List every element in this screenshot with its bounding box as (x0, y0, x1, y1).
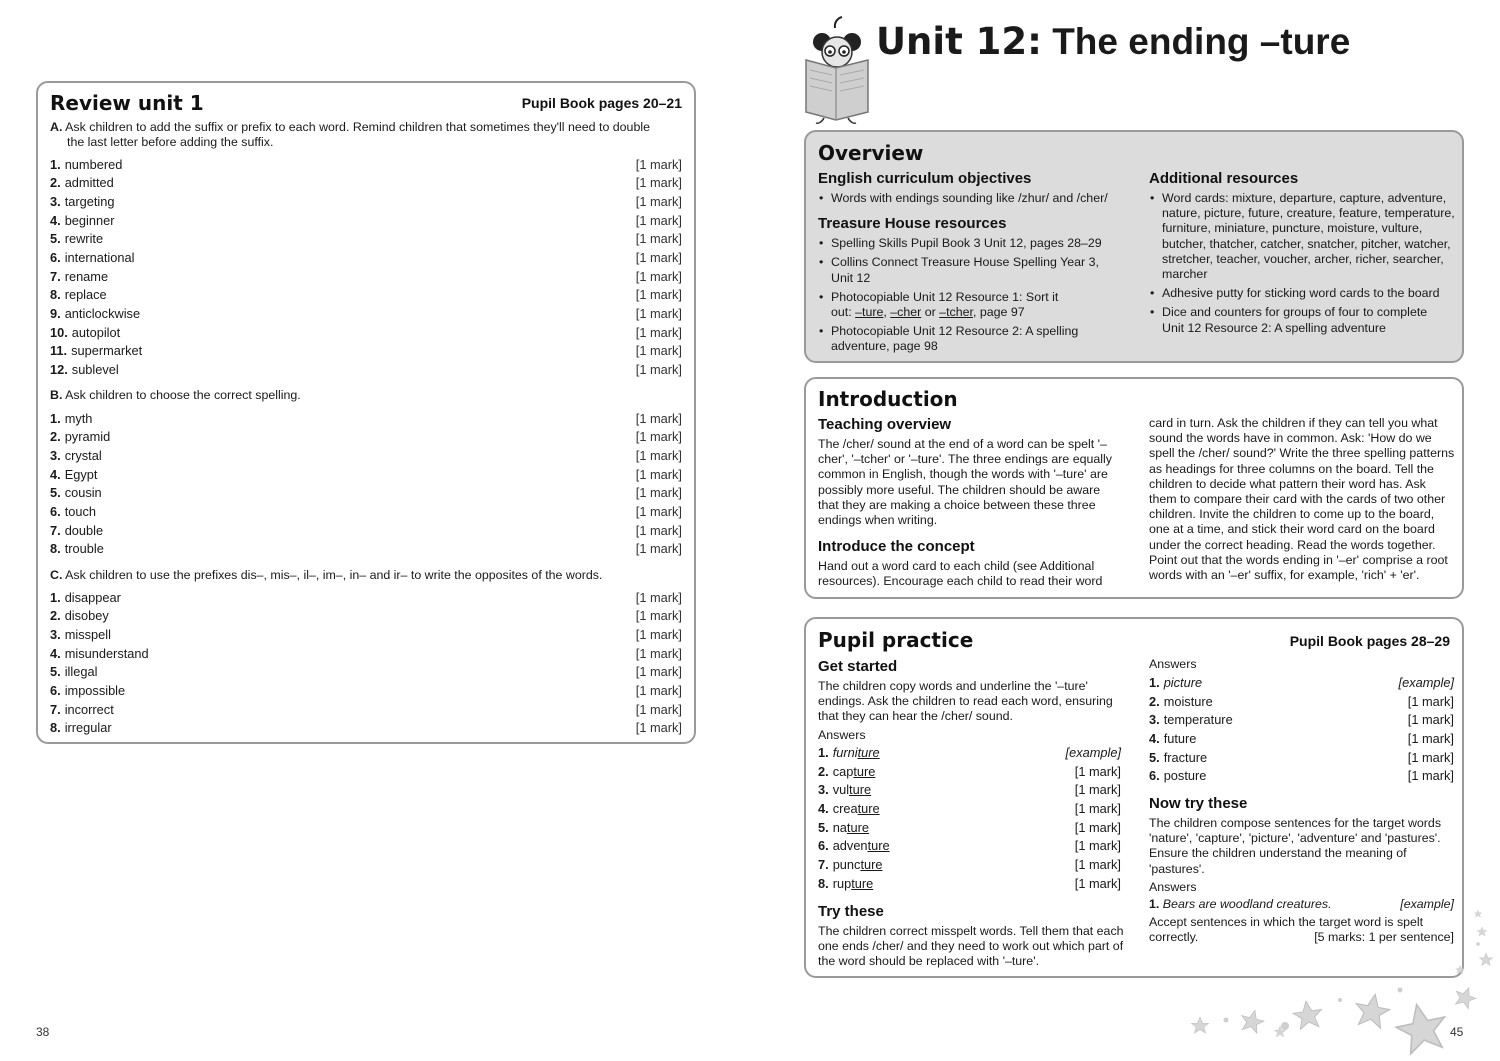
additional-resources-heading: Additional resources (1149, 170, 1299, 187)
answer-row (50, 248, 682, 267)
mark-label: [1 mark] (635, 175, 682, 191)
intro-right-text: card in turn. Ask the children if they can tell you what sound the words have in common. Ask: 'How do we spell the /cher/ sound?' Write the three spelling patterns as headings for three columns on the board. Tell the children to decide what pattern their word has. Ask them to compare their card with the cards of two other children. Invite the children to come up to the board, one at a time, and stick their word card on the board under the correct heading. Read the words together. Point out that the words ending in '–er' comprise a root words with an '–er' suffix, for example, 'rich' + 'er'. (1149, 416, 1455, 583)
mark-label: [1 mark] (1074, 800, 1121, 816)
answer-word: 4. Egypt (50, 466, 98, 482)
answer-row (50, 342, 682, 361)
answers-label-right: Answers (1149, 657, 1197, 671)
mark-label: [1 mark] (1074, 875, 1121, 891)
answer-word: 1. disappear (50, 589, 121, 605)
answer-row (50, 484, 682, 503)
answer-word: 4. misunderstand (50, 645, 149, 661)
answer-word: 1. numbered (50, 156, 123, 172)
mark-label: [1 mark] (1074, 819, 1121, 835)
answer-word: 6. adventure (818, 838, 890, 854)
answer-row (50, 192, 682, 211)
answer-row (50, 607, 682, 626)
answer-word: 3. targeting (50, 194, 115, 210)
mark-label: [1 mark] (635, 324, 682, 340)
answer-word: 2. disobey (50, 608, 109, 624)
answer-row (50, 719, 682, 738)
accept-text-line2: correctly. [5 marks: 1 per sentence] (1149, 930, 1454, 945)
now-try-heading: Now try these (1149, 795, 1248, 812)
answer-row (50, 155, 682, 174)
mark-label: [1 mark] (635, 522, 682, 538)
mark-label: [example] (1398, 674, 1454, 690)
mark-label: [1 mark] (635, 194, 682, 210)
answer-word: 7. incorrect (50, 701, 114, 717)
answer-word: 8. trouble (50, 541, 104, 557)
try-these-heading: Try these (818, 903, 884, 920)
mark-label: [1 mark] (635, 589, 682, 605)
answer-word: 4. creature (818, 800, 880, 816)
mark-label: [1 mark] (635, 410, 682, 426)
answer-row (818, 818, 1121, 837)
answer-row (50, 681, 682, 700)
answer-row (50, 465, 682, 484)
answer-word: 1. myth (50, 410, 93, 426)
treasure-house-heading: Treasure House resources (818, 215, 1007, 233)
page-number-left: 38 (36, 1025, 50, 1039)
answer-word: 2. pyramid (50, 429, 111, 445)
answer-row (50, 428, 682, 447)
mark-label: [1 mark] (635, 305, 682, 321)
answer-word: 10. autopilot (50, 324, 121, 340)
now-try-answer: 1. Bears are woodland creatures. [example] (1149, 897, 1454, 912)
mark-label: [1 mark] (635, 720, 682, 736)
answer-word: 7. double (50, 522, 104, 538)
get-started-text: The children copy words and underline the '–ture' endings. Ask the children to read each word, ensuring that they can hear the /cher/ sound. (818, 679, 1113, 724)
answer-row (818, 874, 1121, 893)
answer-row (50, 502, 682, 521)
review-title: Review unit 1 (50, 91, 204, 115)
mark-label: [1 mark] (1407, 768, 1454, 784)
th-item: • Photocopiable Unit 12 Resource 2: A spelling adventure, page 98 (818, 324, 1128, 354)
mark-label: [1 mark] (635, 466, 682, 482)
review-pages: Pupil Book pages 20–21 (521, 95, 682, 111)
answer-word: 1. furniture (818, 744, 880, 760)
mark-label: [1 mark] (635, 541, 682, 557)
mark-label: [1 mark] (1407, 693, 1454, 709)
mark-label: [1 mark] (635, 250, 682, 266)
objectives-heading: English curriculum objectives (818, 170, 1032, 187)
answer-word: 5. fracture (1149, 749, 1208, 765)
mark-label: [1 mark] (635, 683, 682, 699)
mark-label: [1 mark] (635, 212, 682, 228)
section-a-instruction-line2: the last letter before adding the suffix. (67, 135, 274, 149)
answer-row (1149, 748, 1454, 767)
mark-label: [1 mark] (635, 231, 682, 247)
answer-word: 3. crystal (50, 448, 102, 464)
answer-word: 7. puncture (818, 857, 883, 873)
answer-row (50, 230, 682, 249)
answer-word: 3. misspell (50, 627, 111, 643)
overview-title: Overview (818, 141, 924, 165)
mark-label: [1 mark] (1407, 712, 1454, 728)
answer-word: 2. admitted (50, 175, 114, 191)
answer-word: 5. illegal (50, 664, 98, 680)
answer-row (50, 663, 682, 682)
answer-word: 4. future (1149, 730, 1197, 746)
try-these-text: The children correct misspelt words. Tell them that each one ends /cher/ and they need to work out which part of the word should be replaced with '–ture'. (818, 924, 1124, 969)
review-unit-box (36, 81, 696, 744)
answer-word: 1. picture (1149, 674, 1203, 690)
th-item: • Photocopiable Unit 12 Resource 1: Sort it out: –ture, –cher or –tcher, page 97 (818, 290, 1128, 320)
teaching-overview-text: The /cher/ sound at the end of a word can be spelt '–cher', '–tcher' or '–ture'. The three endings are equally common in English, though the words with '–ture' are possibly more useful. The children should be aware that they are making a choice between these three endings when writing. (818, 437, 1112, 528)
unit-number: Unit 12: (876, 20, 1042, 63)
additional-item: • Word cards: mixture, departure, capture, adventure, nature, picture, future, creature, feature, temperature, furniture, miniature, puncture, moisture, vulture, butcher, thatcher, catcher, snatcher, pitcher, watcher, stretcher, teacher, voucher, archer, richer, searcher, marcher (1149, 191, 1455, 282)
answer-row (818, 762, 1121, 781)
mark-label: [1 mark] (635, 429, 682, 445)
mark-label: [1 mark] (635, 701, 682, 717)
answer-row (50, 644, 682, 663)
introduction-box (804, 377, 1464, 599)
mark-label: [1 mark] (635, 361, 682, 377)
answer-word: 6. posture (1149, 768, 1207, 784)
answer-word: 6. international (50, 250, 135, 266)
introduce-concept-text: Hand out a word card to each child (see Additional resources). Encourage each child to read their word (818, 559, 1103, 589)
mark-label: [1 mark] (635, 485, 682, 501)
answer-word: 2. capture (818, 763, 876, 779)
answer-word: 6. impossible (50, 683, 126, 699)
answer-row (50, 286, 682, 305)
answers-label: Answers (818, 727, 866, 742)
answer-word: 8. irregular (50, 720, 112, 736)
practice-left-col (818, 658, 1121, 743)
answer-word: 12. sublevel (50, 361, 119, 377)
answer-word: 8. rupture (818, 875, 874, 891)
section-b-instruction: B. Ask children to choose the correct spelling. (50, 388, 301, 402)
answer-row (818, 799, 1121, 818)
objective-item: • Words with endings sounding like /zhur/ and /cher/ (818, 191, 1128, 206)
answer-word: 5. rewrite (50, 231, 104, 247)
mark-label: [example] (1065, 744, 1121, 760)
answer-word: 9. anticlockwise (50, 305, 141, 321)
answer-word: 5. nature (818, 819, 869, 835)
th-item: • Collins Connect Treasure House Spelling Year 3, Unit 12 (818, 255, 1128, 285)
additional-item: • Adhesive putty for sticking word cards to the board (1149, 286, 1455, 301)
answer-row (50, 625, 682, 644)
section-c-instruction: C. Ask children to use the prefixes dis–, mis–, il–, im–, in– and ir– to write the opposites of the words. (50, 568, 603, 582)
mark-label: [1 mark] (635, 608, 682, 624)
mark-label: [1 mark] (1074, 763, 1121, 779)
mark-label: [1 mark] (635, 156, 682, 172)
answer-row (50, 588, 682, 607)
mark-label: [1 mark] (1074, 838, 1121, 854)
mark-label: [1 mark] (635, 343, 682, 359)
answer-word: 3. temperature (1149, 712, 1233, 728)
answers-label: Answers (1149, 879, 1197, 894)
answer-row (1149, 710, 1454, 729)
mark-label: [1 mark] (635, 645, 682, 661)
answer-word: 5. cousin (50, 485, 102, 501)
answer-row (50, 211, 682, 230)
answer-row (1149, 692, 1454, 711)
mark-label: [1 mark] (635, 627, 682, 643)
mark-label: [1 mark] (1407, 730, 1454, 746)
unit-title (876, 20, 1350, 63)
answer-row (50, 304, 682, 323)
answer-row (50, 521, 682, 540)
answer-row (50, 409, 682, 428)
answer-word: 8. replace (50, 287, 107, 303)
answer-row (1149, 767, 1454, 786)
page-number-right: 45 (1450, 1025, 1464, 1039)
try-these-section (818, 903, 1124, 970)
answer-row (50, 540, 682, 559)
answer-row (50, 360, 682, 379)
answer-word: 6. touch (50, 504, 96, 520)
answer-row (818, 855, 1121, 874)
mark-label: [1 mark] (1074, 782, 1121, 798)
additional-item: • Dice and counters for groups of four to complete Unit 12 Resource 2: A spelling adventure (1149, 305, 1455, 335)
answer-row (50, 700, 682, 719)
answer-word: 7. rename (50, 268, 109, 284)
introduce-concept-heading: Introduce the concept (818, 538, 975, 556)
mark-label: [1 mark] (1407, 749, 1454, 765)
intro-left-col (818, 416, 1118, 590)
mark-label: [1 mark] (635, 664, 682, 680)
answer-word: 4. beginner (50, 212, 115, 228)
answer-row (818, 837, 1121, 856)
mark-label: [1 mark] (635, 287, 682, 303)
introduction-title: Introduction (818, 387, 958, 411)
answer-row (50, 446, 682, 465)
now-try-text: The children compose sentences for the target words 'nature', 'capture', 'picture', 'adventure' and 'pastures'. Ensure the children understand the meaning of 'pastures'. (1149, 816, 1442, 876)
reading-mascot-icon (800, 14, 874, 126)
overview-left-col (818, 170, 1128, 359)
teaching-overview-heading: Teaching overview (818, 416, 952, 433)
th-item: • Spelling Skills Pupil Book 3 Unit 12, pages 28–29 (818, 236, 1128, 251)
mark-label: [1 mark] (635, 268, 682, 284)
section-a-instruction: A. Ask children to add the suffix or prefix to each word. Remind children that sometimes they'll need to double (50, 120, 650, 134)
stars-decoration-icon (1160, 880, 1500, 1060)
answer-row (1149, 729, 1454, 748)
mark-label: [1 mark] (1074, 857, 1121, 873)
answer-row (50, 174, 682, 193)
accept-text: Accept sentences in which the target word is spelt (1149, 915, 1424, 930)
answer-row (50, 323, 682, 342)
answer-row (50, 267, 682, 286)
unit-name: The ending –ture (1052, 21, 1351, 62)
pupil-practice-title: Pupil practice (818, 628, 974, 652)
overview-right-col (1149, 170, 1455, 340)
answer-word: 3. vulture (818, 782, 872, 798)
answer-row (1149, 673, 1454, 692)
answer-row (818, 780, 1121, 799)
answer-row (818, 743, 1121, 762)
pupil-practice-pages: Pupil Book pages 28–29 (1289, 633, 1450, 649)
answer-word: 2. moisture (1149, 693, 1213, 709)
overview-box (804, 130, 1464, 363)
mark-label: [1 mark] (635, 448, 682, 464)
mark-label: [1 mark] (635, 504, 682, 520)
answer-word: 11. supermarket (50, 343, 143, 359)
get-started-heading: Get started (818, 658, 898, 675)
